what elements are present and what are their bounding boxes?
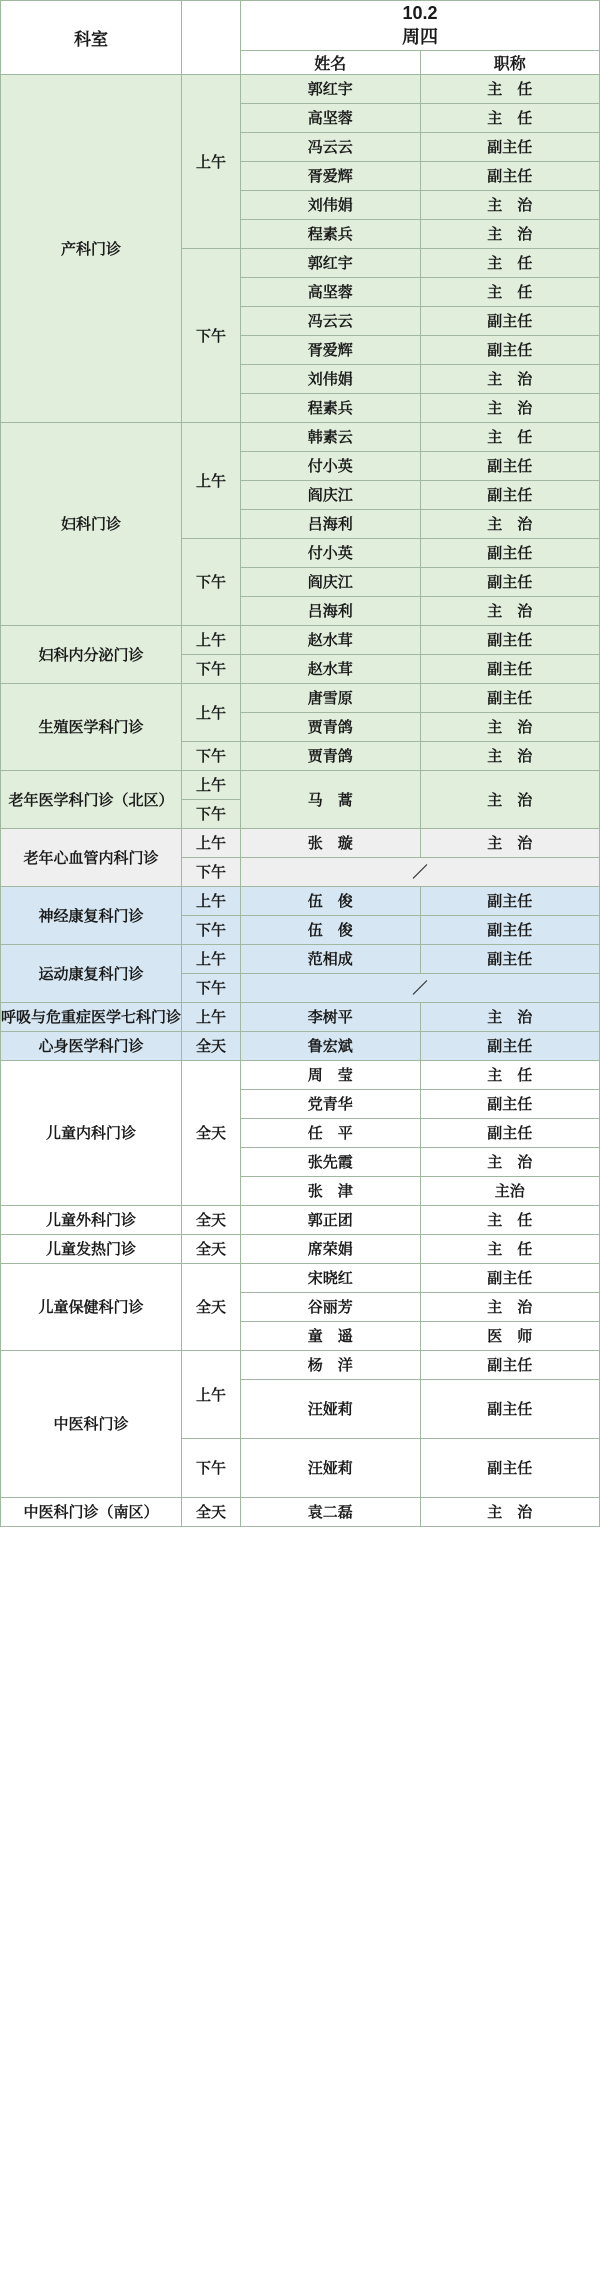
doctor-name-cell: 付小英: [241, 451, 421, 480]
period-cell: 下午: [182, 538, 241, 625]
table-row: [1, 1002, 600, 1031]
period-cell: 全天: [182, 1060, 241, 1205]
doctor-name-cell: 郭红宇: [241, 74, 421, 103]
dept-cell: 生殖医学科门诊: [1, 683, 182, 770]
period-cell: 上午: [182, 1002, 241, 1031]
period-cell: 下午: [182, 654, 241, 683]
doctor-title-cell: 副主任: [420, 1350, 600, 1379]
table-row: [1, 770, 600, 799]
doctor-title-cell: 主 治: [420, 741, 600, 770]
doctor-title-cell: 主 任: [420, 1205, 600, 1234]
period-cell: 下午: [182, 973, 241, 1002]
doctor-title-cell: 副主任: [420, 306, 600, 335]
doctor-title-cell: 主 治: [420, 596, 600, 625]
dept-cell: 运动康复科门诊: [1, 944, 182, 1002]
period-cell: 下午: [182, 1438, 241, 1497]
period-cell: 上午: [182, 770, 241, 799]
doctor-title-cell: 副主任: [420, 625, 600, 654]
period-cell: 全天: [182, 1234, 241, 1263]
period-cell: 上午: [182, 422, 241, 538]
dept-cell: 儿童内科门诊: [1, 1060, 182, 1205]
doctor-name-cell: 张先霞: [241, 1147, 421, 1176]
doctor-title-cell: 副主任: [420, 538, 600, 567]
period-cell: 全天: [182, 1031, 241, 1060]
period-cell: 上午: [182, 944, 241, 973]
doctor-title-cell: 副主任: [420, 132, 600, 161]
doctor-title-cell: 副主任: [420, 161, 600, 190]
period-cell: 上午: [182, 74, 241, 248]
period-cell: 全天: [182, 1205, 241, 1234]
doctor-name-cell: 郭红宇: [241, 248, 421, 277]
table-row: [1, 944, 600, 973]
doctor-name-cell: 鲁宏斌: [241, 1031, 421, 1060]
doctor-title-cell: 副主任: [420, 567, 600, 596]
table-row: [1, 1234, 600, 1263]
header-title-label: 职称: [420, 50, 600, 74]
table-row: [1, 1263, 600, 1292]
doctor-name-cell: 胥爱辉: [241, 161, 421, 190]
doctor-title-cell: 主 任: [420, 248, 600, 277]
period-cell: 全天: [182, 1263, 241, 1350]
doctor-title-cell: 副主任: [420, 480, 600, 509]
doctor-title-cell: 主 治: [420, 1497, 600, 1526]
empty-slot-cell: ／: [241, 857, 600, 886]
doctor-name-cell: 郭正团: [241, 1205, 421, 1234]
table-row: [1, 1060, 600, 1089]
dept-cell: 儿童发热门诊: [1, 1234, 182, 1263]
doctor-title-cell: 副主任: [420, 1031, 600, 1060]
doctor-title-cell: 主 治: [420, 712, 600, 741]
empty-slot-cell: ／: [241, 973, 600, 1002]
doctor-name-cell: 冯云云: [241, 306, 421, 335]
doctor-name-cell: 范相成: [241, 944, 421, 973]
doctor-name-cell: 程素兵: [241, 393, 421, 422]
doctor-title-cell: 副主任: [420, 451, 600, 480]
doctor-title-cell: 副主任: [420, 335, 600, 364]
doctor-name-cell: 谷丽芳: [241, 1292, 421, 1321]
table-body: [1, 74, 600, 1526]
doctor-title-cell: 主 治: [420, 364, 600, 393]
doctor-name-cell: 阎庆江: [241, 567, 421, 596]
table-row: [1, 74, 600, 103]
table-row: [1, 1205, 600, 1234]
period-cell: 下午: [182, 799, 241, 828]
doctor-title-cell: 主 治: [420, 828, 600, 857]
dept-cell: 呼吸与危重症医学七科门诊: [1, 1002, 182, 1031]
doctor-name-cell: 高坚蓉: [241, 277, 421, 306]
doctor-name-cell: 赵水茸: [241, 654, 421, 683]
table-row: [1, 1031, 600, 1060]
doctor-name-cell: 伍 俊: [241, 915, 421, 944]
doctor-title-cell: 主 治: [420, 770, 600, 828]
doctor-name-cell: 吕海利: [241, 509, 421, 538]
doctor-title-cell: 主 治: [420, 509, 600, 538]
doctor-name-cell: 童 遥: [241, 1321, 421, 1350]
doctor-title-cell: 副主任: [420, 944, 600, 973]
header-date: [241, 1, 600, 51]
header-name-label: 姓名: [241, 50, 421, 74]
period-cell: 上午: [182, 683, 241, 741]
dept-cell: 神经康复科门诊: [1, 886, 182, 944]
doctor-title-cell: 主 任: [420, 1060, 600, 1089]
period-cell: 下午: [182, 741, 241, 770]
doctor-name-cell: 伍 俊: [241, 886, 421, 915]
dept-cell: 心身医学科门诊: [1, 1031, 182, 1060]
doctor-title-cell: 副主任: [420, 1379, 600, 1438]
table-row: [1, 683, 600, 712]
doctor-title-cell: 主 任: [420, 1234, 600, 1263]
doctor-title-cell: 主 任: [420, 74, 600, 103]
doctor-title-cell: 主 治: [420, 393, 600, 422]
doctor-name-cell: 汪娅莉: [241, 1438, 421, 1497]
doctor-title-cell: 主 任: [420, 103, 600, 132]
doctor-title-cell: 主 任: [420, 277, 600, 306]
doctor-title-cell: 副主任: [420, 1089, 600, 1118]
doctor-name-cell: 张 璇: [241, 828, 421, 857]
table-row: [1, 828, 600, 857]
dept-cell: 产科门诊: [1, 74, 182, 422]
header-dept-label: 科室: [1, 1, 182, 75]
dept-cell: 中医科门诊（南区）: [1, 1497, 182, 1526]
doctor-name-cell: 吕海利: [241, 596, 421, 625]
doctor-name-cell: 马 蒿: [241, 770, 421, 828]
doctor-name-cell: 刘伟娟: [241, 364, 421, 393]
doctor-name-cell: 李树平: [241, 1002, 421, 1031]
dept-cell: 妇科内分泌门诊: [1, 625, 182, 683]
doctor-title-cell: 副主任: [420, 886, 600, 915]
doctor-name-cell: 阎庆江: [241, 480, 421, 509]
doctor-title-cell: 主治: [420, 1176, 600, 1205]
doctor-title-cell: 医 师: [420, 1321, 600, 1350]
doctor-title-cell: 主 治: [420, 1292, 600, 1321]
doctor-name-cell: 袁二磊: [241, 1497, 421, 1526]
doctor-title-cell: 副主任: [420, 915, 600, 944]
table-row: [1, 422, 600, 451]
doctor-name-cell: 周 莹: [241, 1060, 421, 1089]
doctor-name-cell: 任 平: [241, 1118, 421, 1147]
doctor-name-cell: 付小英: [241, 538, 421, 567]
doctor-name-cell: 唐雪原: [241, 683, 421, 712]
doctor-name-cell: 冯云云: [241, 132, 421, 161]
doctor-title-cell: 副主任: [420, 1118, 600, 1147]
dept-cell: 儿童外科门诊: [1, 1205, 182, 1234]
dept-cell: 老年医学科门诊（北区）: [1, 770, 182, 828]
table-row: [1, 1350, 600, 1379]
doctor-name-cell: 宋晓红: [241, 1263, 421, 1292]
period-cell: 下午: [182, 915, 241, 944]
period-cell: 全天: [182, 1497, 241, 1526]
doctor-title-cell: 主 治: [420, 190, 600, 219]
table-header: [1, 1, 600, 75]
doctor-name-cell: 贾青鸽: [241, 712, 421, 741]
dept-cell: 中医科门诊: [1, 1350, 182, 1497]
dept-cell: 儿童保健科门诊: [1, 1263, 182, 1350]
doctor-name-cell: 刘伟娟: [241, 190, 421, 219]
period-cell: 下午: [182, 857, 241, 886]
period-cell: 上午: [182, 625, 241, 654]
doctor-title-cell: 主 治: [420, 1147, 600, 1176]
period-cell: 下午: [182, 248, 241, 422]
header-weekday-value: 周四: [402, 27, 438, 48]
doctor-name-cell: 席荣娟: [241, 1234, 421, 1263]
doctor-title-cell: 副主任: [420, 654, 600, 683]
doctor-title-cell: 副主任: [420, 1263, 600, 1292]
doctor-name-cell: 贾青鸽: [241, 741, 421, 770]
header-period-spacer: [182, 1, 241, 75]
doctor-name-cell: 汪娅莉: [241, 1379, 421, 1438]
dept-cell: 妇科门诊: [1, 422, 182, 625]
period-cell: 上午: [182, 828, 241, 857]
doctor-name-cell: 胥爱辉: [241, 335, 421, 364]
doctor-name-cell: 韩素云: [241, 422, 421, 451]
header-row-top: [1, 1, 600, 51]
doctor-name-cell: 赵水茸: [241, 625, 421, 654]
doctor-title-cell: 主 治: [420, 219, 600, 248]
doctor-title-cell: 副主任: [420, 683, 600, 712]
period-cell: 上午: [182, 886, 241, 915]
table-row: [1, 625, 600, 654]
dept-cell: 老年心血管内科门诊: [1, 828, 182, 886]
doctor-name-cell: 高坚蓉: [241, 103, 421, 132]
period-cell: 上午: [182, 1350, 241, 1438]
table-row: [1, 886, 600, 915]
doctor-title-cell: 副主任: [420, 1438, 600, 1497]
doctor-title-cell: 主 治: [420, 1002, 600, 1031]
doctor-name-cell: 程素兵: [241, 219, 421, 248]
doctor-name-cell: 党青华: [241, 1089, 421, 1118]
doctor-title-cell: 主 任: [420, 422, 600, 451]
doctor-name-cell: 杨 洋: [241, 1350, 421, 1379]
header-date-value: 10.2: [402, 3, 438, 23]
doctor-name-cell: 张 津: [241, 1176, 421, 1205]
table-row: [1, 1497, 600, 1526]
